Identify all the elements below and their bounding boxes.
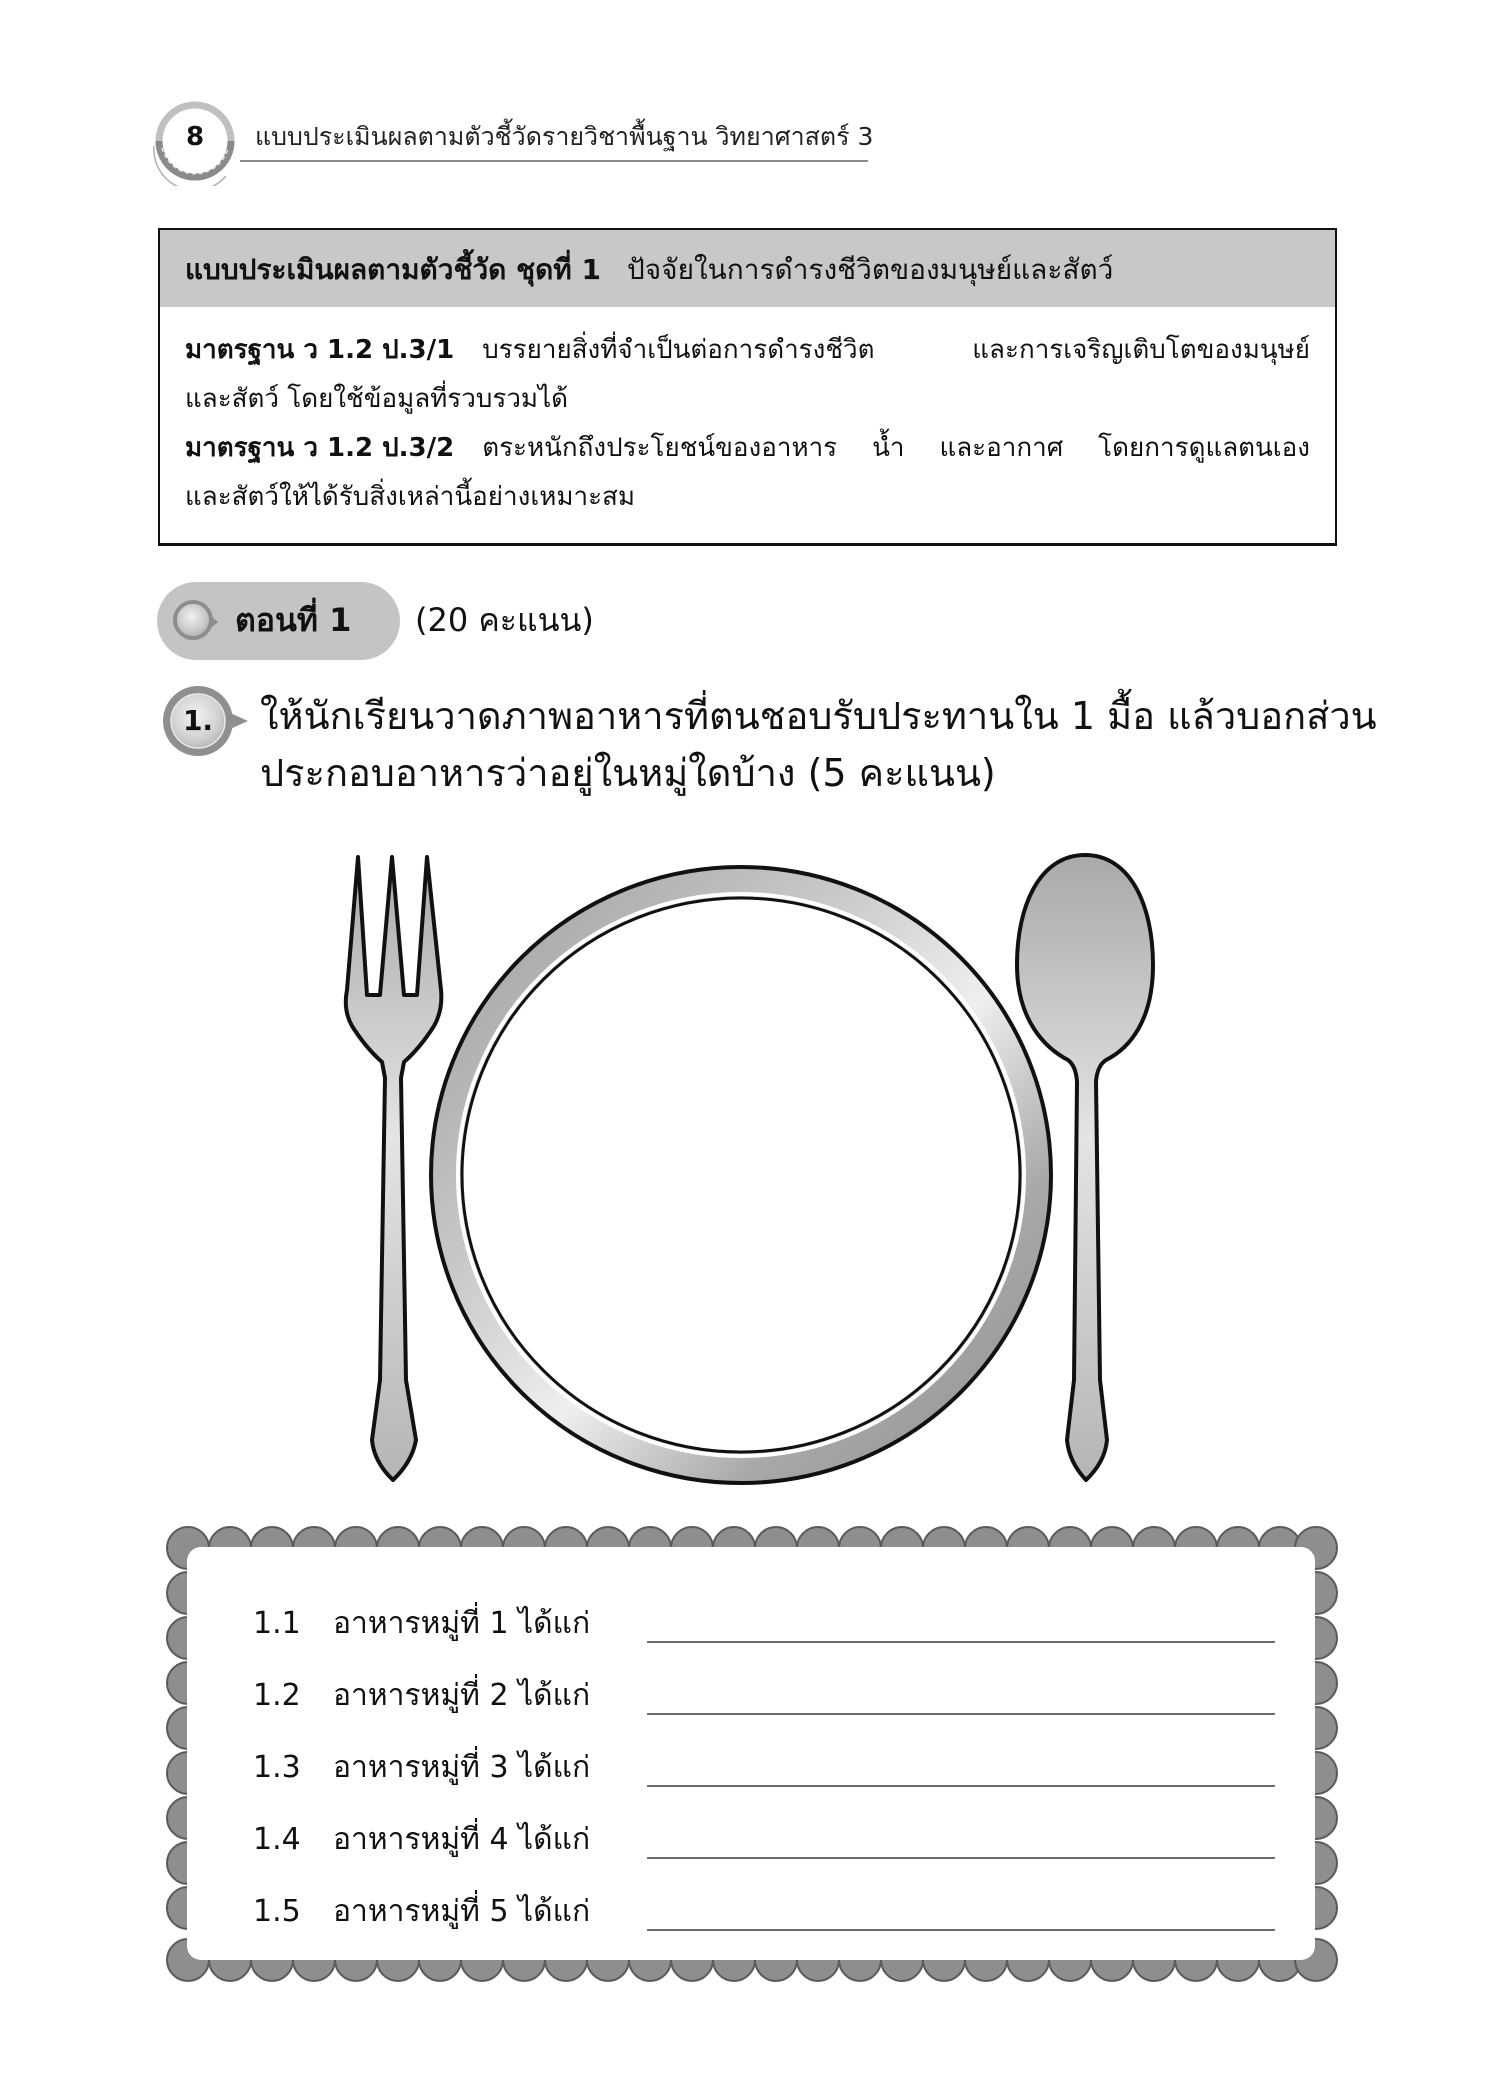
page-number: 8 — [185, 122, 205, 152]
indicator-standards — [185, 326, 1310, 522]
question-line-2: ประกอบอาหารว่าอยู่ในหมู่ใดบ้าง (5 คะแนน) — [260, 751, 996, 795]
answer-number: 1.3 — [253, 1750, 301, 1785]
header-rule — [240, 160, 868, 162]
answer-number: 1.2 — [253, 1678, 301, 1713]
answer-number: 1.5 — [253, 1894, 301, 1929]
answer-label: อาหารหมู่ที่ 2 ได้แก่ — [333, 1678, 591, 1713]
standard-code: มาตรฐาน ว 1.2 ป.3/1 — [185, 335, 455, 365]
answer-label: อาหารหมู่ที่ 3 ได้แก่ — [333, 1750, 591, 1785]
plate-icon — [431, 867, 1051, 1483]
answer-number: 1.1 — [253, 1606, 301, 1641]
section-badge — [157, 582, 400, 660]
answer-row-4 — [253, 1815, 1283, 1865]
section-score: (20 คะแนน) — [415, 601, 594, 639]
standard-text: ตระหนักถึงประโยชน์ของอาหาร น้ำ และอากาศ โดยการดูแลตนเอง — [482, 433, 1310, 463]
answer-panel — [187, 1547, 1315, 1960]
answer-row-1 — [253, 1599, 1283, 1649]
standard-1-line2: และสัตว์ โดยใช้ข้อมูลที่รวบรวมได้ — [185, 384, 569, 414]
standard-text: บรรยายสิ่งที่จำเป็นต่อการดำรงชีวิต และการเจริญเติบโตของมนุษย์ — [482, 335, 1310, 365]
answer-row-5 — [253, 1887, 1283, 1937]
standard-code: มาตรฐาน ว 1.2 ป.3/2 — [185, 433, 455, 463]
answer-row-2 — [253, 1671, 1283, 1721]
standard-1-line1 — [185, 326, 1310, 375]
section-label: ตอนที่ 1 — [235, 601, 352, 639]
question-text — [260, 688, 1377, 802]
question-number-badge — [162, 684, 234, 758]
answer-label: อาหารหมู่ที่ 5 ได้แก่ — [333, 1894, 591, 1929]
standard-2-line2: และสัตว์ให้ได้รับสิ่งเหล่านี้อย่างเหมาะสม — [185, 482, 636, 512]
running-title: แบบประเมินผลตามตัวชี้วัดรายวิชาพื้นฐาน วิทยาศาสตร์ 3 — [255, 122, 874, 151]
answer-input-line[interactable] — [647, 1641, 1275, 1643]
indicator-topic: ปัจจัยในการดำรงชีวิตของมนุษย์และสัตว์ — [626, 253, 1114, 286]
question-line-1: ให้นักเรียนวาดภาพอาหารที่ตนชอบรับประทานใน 1 มื้อ แล้วบอกส่วน — [260, 694, 1377, 738]
indicator-title — [185, 252, 1113, 288]
answer-label: อาหารหมู่ที่ 4 ได้แก่ — [333, 1822, 591, 1857]
indicator-set-label: แบบประเมินผลตามตัวชี้วัด ชุดที่ 1 — [185, 253, 601, 286]
answer-input-line[interactable] — [647, 1857, 1275, 1859]
answer-input-line[interactable] — [647, 1785, 1275, 1787]
question-number: 1. — [182, 704, 214, 737]
answer-number: 1.4 — [253, 1822, 301, 1857]
answer-row-3 — [253, 1743, 1283, 1793]
standard-2-line1 — [185, 424, 1310, 473]
spoon-icon — [1017, 855, 1153, 1480]
answer-input-line[interactable] — [647, 1713, 1275, 1715]
bullet-circle-icon — [173, 600, 213, 640]
answer-label: อาหารหมู่ที่ 1 ได้แก่ — [333, 1606, 591, 1641]
indicator-header-band — [160, 230, 1335, 307]
answer-input-line[interactable] — [647, 1929, 1275, 1931]
indicator-box — [158, 228, 1337, 546]
fork-icon — [346, 857, 442, 1480]
